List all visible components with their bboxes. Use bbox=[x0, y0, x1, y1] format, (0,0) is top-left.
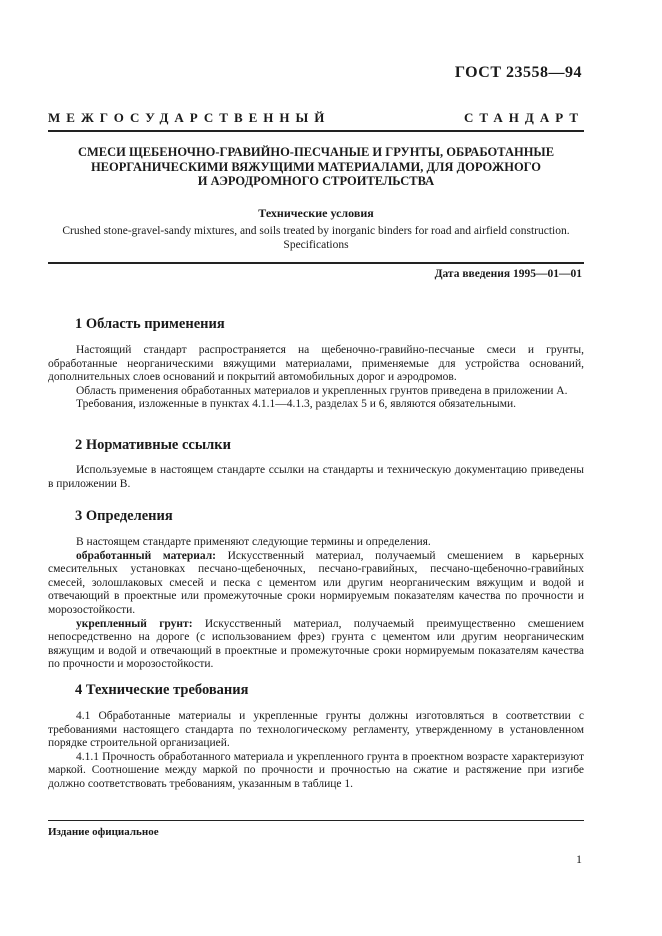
section-4-body bbox=[48, 710, 584, 792]
term-stabilized-soil: укрепленный грунт: bbox=[76, 617, 193, 630]
section-4-paragraph-1: 4.1 Обработанные материалы и укрепленные грунты должны изготовляться в соответствии с требованиями настоящего стандарта по технологическому регламенту, утвержденному в установленном порядке строительной организацией. bbox=[48, 710, 584, 750]
page-number: 1 bbox=[576, 852, 582, 866]
title-line-1: СМЕСИ ЩЕБЕНОЧНО-ГРАВИЙНО-ПЕСЧАНЫЕ И ГРУНТЫ, ОБРАБОТАННЫЕ bbox=[77, 145, 555, 159]
english-title bbox=[48, 224, 584, 252]
section-1-paragraph-2: Область применения обработанных материалов и укрепленных грунтов приведена в приложении А. bbox=[76, 384, 568, 397]
header-rule bbox=[48, 130, 584, 132]
definition-text-treated-material: Искусственный материал, получаемый смешением в карьерных смесительных установках песчано-щебеночных, песчано-гравийных, песчано-щебеночно-гравийных смесей, золошлаковых смесей и песка с цементом или другим неорганическим вяжущим и водой и отвечающий в проектные или промежуточные сроки нормируемым показателям качества по прочности и морозостойкости. bbox=[48, 549, 584, 616]
document-subtitle: Технические условия bbox=[258, 206, 374, 220]
section-4-heading: 4 Технические требования bbox=[75, 682, 249, 698]
section-1-paragraph-1: Настоящий стандарт распространяется на щебеночно-гравийно-песчаные смеси и грунты, обработанные неорганическими вяжущими материалами, применяемые для устройства оснований, дополнительных слоев оснований и покрытий автомобильных дорог и аэродромов. bbox=[48, 344, 584, 384]
section-2-paragraph-1: Используемые в настоящем стандарте ссылки на стандарты и техническую документацию приведены в приложении В. bbox=[48, 464, 584, 490]
term-treated-material: обработанный материал: bbox=[76, 549, 216, 562]
title-line-2: НЕОРГАНИЧЕСКИМИ ВЯЖУЩИМИ МАТЕРИАЛАМИ, ДЛЯ ДОРОЖНОГО bbox=[90, 159, 542, 174]
definition-text-stabilized-soil: Искусственный материал, получаемый преимущественно смешением непосредственно на дороге (с использованием фрез) грунта с цементом или другим неорганическим вяжущим и водой и отвечающий в проектные и промежуточные сроки нормируемым показателям качества по прочности и морозостойкости. bbox=[48, 617, 584, 671]
section-4-paragraph-2: 4.1.1 Прочность обработанного материала и укрепленного грунта в проектном возрасте характеризуют маркой. Соотношение между маркой по прочности и прочностью на сжатие и растяжение при изгибе должно соответствовать требованиям, указанным в таблице 1. bbox=[48, 750, 584, 790]
section-3-paragraph-1: В настоящем стандарте применяют следующие термины и определения. bbox=[76, 536, 431, 548]
footer-rule bbox=[48, 820, 584, 821]
title-rule bbox=[48, 262, 584, 264]
section-3-heading: 3 Определения bbox=[75, 508, 173, 524]
section-1-paragraph-3: Требования, изложенные в пунктах 4.1.1—4.1.3, разделах 5 и 6, являются обязательными. bbox=[76, 398, 517, 411]
english-title-line-2: Specifications bbox=[283, 239, 349, 251]
section-2-body bbox=[48, 464, 584, 491]
title-line-3: И АЭРОДРОМНОГО СТРОИТЕЛЬСТВА bbox=[197, 174, 435, 188]
definition-stabilized-soil bbox=[48, 618, 584, 672]
introduction-date: Дата введения 1995—01—01 bbox=[434, 268, 582, 280]
section-3-body bbox=[48, 536, 584, 672]
section-1-body bbox=[48, 344, 584, 412]
section-2-heading: 2 Нормативные ссылки bbox=[75, 437, 231, 453]
section-1-heading: 1 Область применения bbox=[75, 316, 225, 332]
official-edition-label: Издание официальное bbox=[48, 826, 159, 838]
english-title-line-1: Crushed stone-gravel-sandy mixtures, and soils treated by inorganic binders for road and airfield construction. bbox=[62, 225, 570, 237]
interstate-standard-label: МЕЖГОСУДАРСТВЕННЫЙ СТАНДАРТ bbox=[48, 110, 584, 125]
document-title bbox=[48, 145, 584, 189]
definition-treated-material bbox=[48, 550, 584, 618]
standard-number: ГОСТ 23558—94 bbox=[454, 64, 582, 81]
